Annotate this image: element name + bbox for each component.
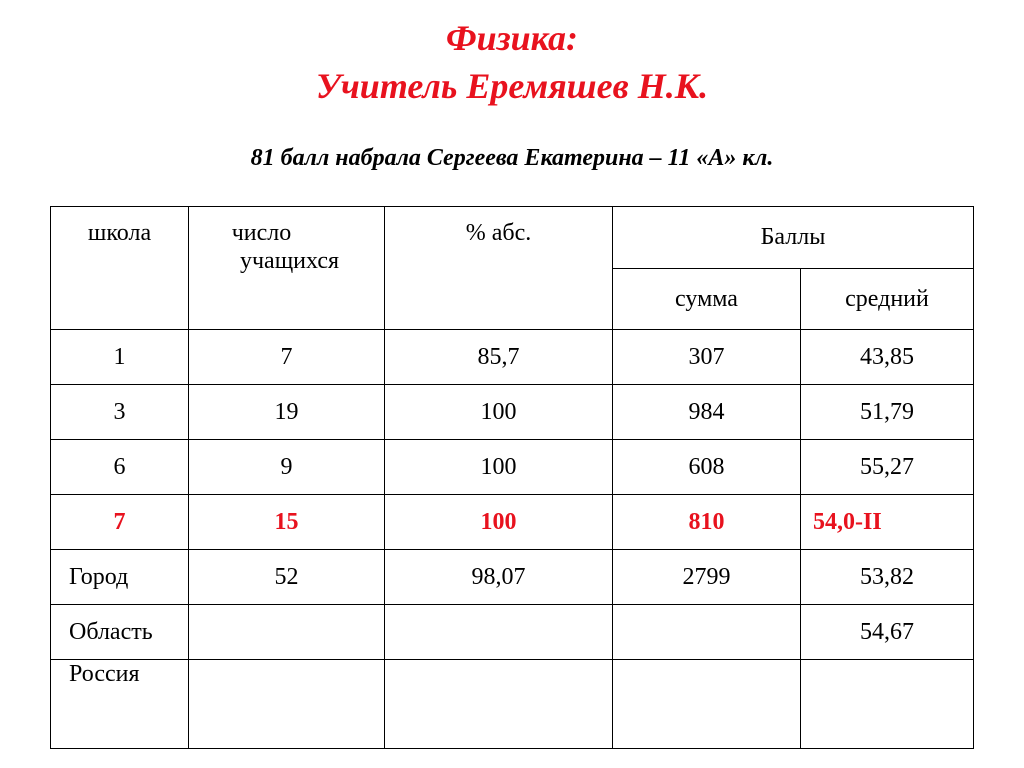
header-school: школа	[51, 207, 189, 330]
header-count	[189, 207, 385, 330]
title-subject: Физика:	[445, 18, 579, 58]
cell-average	[801, 660, 974, 749]
cell-percent	[385, 605, 613, 660]
cell-count: 7	[189, 330, 385, 385]
cell-count: 19	[189, 385, 385, 440]
cell-sum: 608	[613, 440, 801, 495]
table-row	[51, 660, 974, 749]
header-count-line2: учащихся	[239, 248, 340, 274]
table-row-highlighted	[51, 495, 974, 550]
cell-sum: 984	[613, 385, 801, 440]
cell-count: 9	[189, 440, 385, 495]
cell-count	[189, 605, 385, 660]
cell-percent: 85,7	[385, 330, 613, 385]
cell-sum: 307	[613, 330, 801, 385]
cell-percent: 100	[385, 440, 613, 495]
cell-percent: 98,07	[385, 550, 613, 605]
table-row	[51, 605, 974, 660]
cell-count	[189, 660, 385, 749]
header-average: средний	[801, 268, 974, 330]
cell-school: 6	[51, 440, 189, 495]
cell-average: 55,27	[801, 440, 974, 495]
cell-sum: 2799	[613, 550, 801, 605]
cell-school: 3	[51, 385, 189, 440]
table-row	[51, 385, 974, 440]
header-points: Баллы	[613, 207, 974, 269]
cell-count: 15	[189, 495, 385, 550]
cell-school: Город	[51, 550, 189, 605]
cell-average: 53,82	[801, 550, 974, 605]
cell-sum	[613, 660, 801, 749]
header-percent: % абс.	[385, 207, 613, 330]
cell-average: 54,67	[801, 605, 974, 660]
cell-school: Область	[51, 605, 189, 660]
header-sum: сумма	[613, 268, 801, 330]
cell-school: 7	[51, 495, 189, 550]
cell-percent: 100	[385, 385, 613, 440]
cell-average: 51,79	[801, 385, 974, 440]
cell-sum: 810	[613, 495, 801, 550]
table-row	[51, 440, 974, 495]
cell-sum	[613, 605, 801, 660]
cell-count: 52	[189, 550, 385, 605]
title-teacher: Учитель Еремяшев Н.К.	[315, 66, 709, 106]
cell-average: 43,85	[801, 330, 974, 385]
table-row	[51, 550, 974, 605]
header-count-line1: число	[231, 220, 292, 246]
cell-school: Россия	[51, 660, 189, 749]
subtitle-top-score: 81 балл набрала Сергеева Екатерина – 11 «А» кл.	[250, 145, 774, 171]
results-table	[50, 206, 974, 749]
cell-average: 54,0-II	[801, 495, 974, 550]
header-row	[51, 207, 974, 269]
cell-percent: 100	[385, 495, 613, 550]
cell-school: 1	[51, 330, 189, 385]
table-row	[51, 330, 974, 385]
cell-percent	[385, 660, 613, 749]
